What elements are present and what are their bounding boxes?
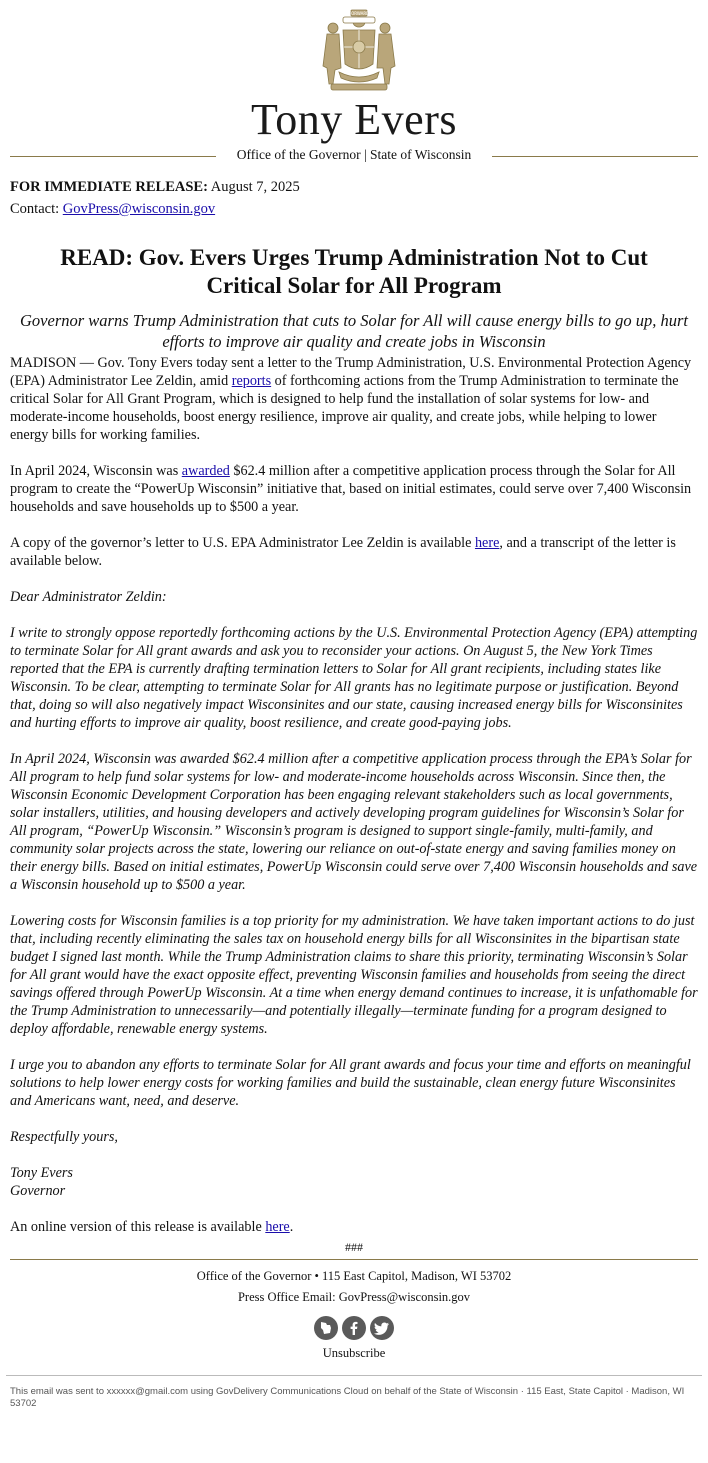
letter-salutation: Dear Administrator Zeldin: (10, 589, 167, 605)
awarded-link[interactable]: awarded (181, 463, 230, 479)
text: In April 2024, Wisconsin was (10, 463, 182, 479)
reports-link[interactable]: reports (231, 373, 272, 389)
release-date: August 7, 2025 (210, 179, 300, 195)
release-meta (4, 172, 704, 220)
office-line (10, 146, 698, 166)
paragraph-award (10, 462, 698, 516)
signature-name: Tony Evers (10, 1165, 73, 1181)
text: of forthcoming actions from the Trump Administration to terminate the critical Solar for All Grant Program, which is designed to help fund the installation of solar systems for low- and moderate-income households, boost energy resilience, improve air quality, and create jobs, while helping to lower energy bills for working families. (10, 373, 679, 443)
headline: READ: Gov. Evers Urges Trump Administration Not to Cut Critical Solar for All Program (60, 245, 648, 298)
contact-line (10, 198, 698, 220)
letter-closing: Respectfully yours, (10, 1129, 118, 1145)
paragraph-letter-copy (10, 534, 698, 570)
text: $62.4 million after a competitive application process through the Solar for All program to create the “PowerUp Wisconsin” initiative that, based on initial estimates, could serve over 7,400 Wisconsin households and save households up to $500 a year. (10, 463, 692, 515)
delivery-disclaimer: This email was sent to xxxxxx@gmail.com using GovDelivery Communications Cloud on behalf of the State of Wisconsin · 115 East, State Capitol · Madison, WI 53702 (10, 1386, 685, 1409)
contact-email-link[interactable]: GovPress@wisconsin.gov (62, 201, 216, 217)
contact-label: Contact: (10, 201, 60, 217)
footer (4, 1260, 704, 1308)
letter-paragraph-3: Lowering costs for Wisconsin families is a top priority for my administration. We have taken important actions to do just that, including recently eliminating the sales tax on household energy bills for all Wisconsinites in the bipartisan state budget I signed last month. While the Trump Administration claims to share this priority, terminating Wisconsin’s Solar for All grant would have the exact opposite effect, preventing Wisconsin families and households from seeing the direct savings offered through PowerUp Wisconsin. At a time when energy demand continues to increase, it is unfathomable for the Trump Administration to unnecessarily—and potentially illegally—terminate funding for a program designed to deploy affordable, renewable energy systems. (10, 913, 698, 1037)
footer-address: Office of the Governor • 115 East Capitol, Madison, WI 53702 (196, 1269, 512, 1283)
letter-signature (10, 1164, 698, 1200)
social-links (4, 1316, 704, 1340)
online-version-line (10, 1218, 698, 1236)
paragraph-intro (10, 354, 698, 444)
release-body (4, 354, 704, 1236)
office-title: Office of the Governor | State of Wisconsin (236, 147, 472, 162)
text: A copy of the governor’s letter to U.S. EPA Administrator Lee Zeldin is available (10, 535, 475, 551)
masthead (4, 0, 704, 172)
release-label: FOR IMMEDIATE RELEASE: (10, 179, 208, 195)
seal-motto: FORWARD (348, 11, 370, 16)
facebook-icon[interactable] (342, 1316, 366, 1340)
email-page (4, 0, 704, 1410)
end-mark: ### (345, 1240, 363, 1254)
release-line (10, 176, 698, 198)
text: An online version of this release is available (10, 1219, 266, 1235)
text: , and a transcript of the letter is available below. (10, 535, 676, 569)
letter-paragraph-1: I write to strongly oppose reportedly forthcoming actions by the U.S. Environmental Protection Agency (EPA) attempting to terminate Solar for All grant awards and ask you to reconsider your actions. On August 5, the New York Times reported that the EPA is currently drafting termination letters to Solar for All grant recipients, including states like Wisconsin. To be clear, attempting to terminate Solar for All grants has no legitimate purpose or justification. Beyond that, doing so will also negatively impact Wisconsinites and our state, causing increased energy bills for Wisconsinites and hurting efforts to improve air quality, boost resilience, and create good-paying jobs. (10, 625, 698, 731)
online-version-link[interactable]: here (265, 1219, 290, 1235)
subheadline: Governor warns Trump Administration that cuts to Solar for All will cause energy bills to go up, hurt efforts to improve air quality and create jobs in Wisconsin (20, 311, 688, 351)
governor-name: Tony Evers (251, 95, 457, 144)
letter-paragraph-4: I urge you to abandon any efforts to terminate Solar for All grant awards and focus your time and efforts on meaningful solutions to help lower energy costs for working families and build the sustainable, clean energy future Wisconsinites and Americans want, need, and deserve. (10, 1057, 691, 1109)
footer-press-email: Press Office Email: GovPress@wisconsin.gov (237, 1290, 471, 1304)
letter-here-link[interactable]: here (474, 535, 500, 551)
signature-title: Governor (10, 1183, 66, 1199)
wisconsin-icon[interactable] (314, 1316, 338, 1340)
letter-paragraph-2: In April 2024, Wisconsin was awarded $62.4 million after a competitive application process through the EPA’s Solar for All program to help fund solar systems for low- and moderate-income households across Wisconsin. Since then, the Wisconsin Economic Development Corporation has been engaging relevant stakeholders such as local governments, solar installers, utilities, and housing developers and actively developing program guidelines for Wisconsin’s Solar for All program, “PowerUp Wisconsin.” Wisconsin’s program is designed to support single-family, multi-family, and community solar projects across the state, lowering our reliance on out-of-state energy and saving families money on their energy bills. Based on initial estimates, PowerUp Wisconsin could serve over 7,400 Wisconsin households and save a Wisconsin household up to $500 a year. (10, 751, 698, 893)
text: MADISON — Gov. Tony Evers today sent a letter to the Trump Administration, U.S. Environmental Protection Agency (EPA) Administrator Lee Zeldin, amid (10, 355, 692, 389)
divider-right (492, 156, 698, 157)
unsubscribe-link[interactable]: Unsubscribe (322, 1346, 386, 1360)
state-seal-icon (313, 8, 405, 94)
twitter-icon[interactable] (370, 1316, 394, 1340)
text: . (289, 1219, 294, 1235)
